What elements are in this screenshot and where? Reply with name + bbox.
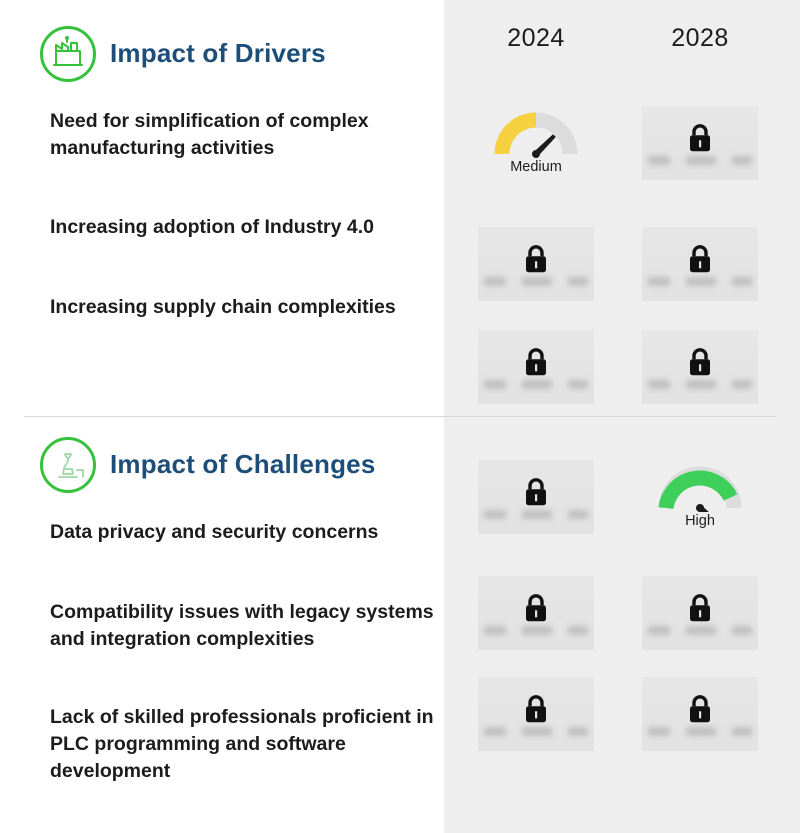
locked-cell-drivers-r2-2028[interactable]: [642, 227, 758, 301]
lock-icon: [522, 243, 550, 280]
lock-icon: [686, 693, 714, 730]
section-divider: [24, 416, 776, 417]
lock-icon: [522, 592, 550, 629]
locked-cell-challenges-r2-2024[interactable]: [478, 576, 594, 650]
challenge-bullet-2: Compatibility issues with legacy systems and integration complexities: [50, 601, 434, 650]
locked-cell-challenges-r2-2028[interactable]: [642, 576, 758, 650]
lock-icon: [686, 122, 714, 159]
lock-icon: [522, 476, 550, 513]
challenge-bullet-1: Data privacy and security concerns: [50, 521, 379, 543]
locked-cell-challenges-r3-2024[interactable]: [478, 677, 594, 751]
locked-cell-challenges-r3-2028[interactable]: [642, 677, 758, 751]
lock-icon: [686, 243, 714, 280]
locked-cell-drivers-r1-2028[interactable]: [642, 106, 758, 180]
lock-icon: [686, 346, 714, 383]
column-header-2028: 2028: [671, 24, 729, 52]
gauge-challenges-2028: [642, 462, 758, 536]
gauge-label-challenges-2028: High: [685, 513, 715, 529]
section-title-challenges: Impact of Challenges: [110, 449, 376, 479]
chess-badge-icon: [40, 437, 96, 493]
factory-badge-icon: [40, 26, 96, 82]
locked-cell-drivers-r3-2024[interactable]: [478, 330, 594, 404]
driver-bullet-1: Need for simplification of complex manufacturing activities: [50, 110, 369, 159]
driver-bullet-3: Increasing supply chain complexities: [50, 296, 396, 318]
lock-icon: [522, 346, 550, 383]
column-header-2024: 2024: [507, 24, 565, 52]
gauge-label-drivers-2024: Medium: [510, 159, 562, 175]
challenge-bullet-3: Lack of skilled professionals proficient in PLC programming and software development: [50, 706, 434, 782]
lock-icon: [686, 592, 714, 629]
gauge-drivers-2024: [478, 108, 594, 182]
locked-cell-drivers-r3-2028[interactable]: [642, 330, 758, 404]
locked-cell-challenges-r1-2024[interactable]: [478, 460, 594, 534]
locked-cell-drivers-r2-2024[interactable]: [478, 227, 594, 301]
lock-icon: [522, 693, 550, 730]
driver-bullet-2: Increasing adoption of Industry 4.0: [50, 216, 374, 238]
section-title-drivers: Impact of Drivers: [110, 38, 326, 68]
